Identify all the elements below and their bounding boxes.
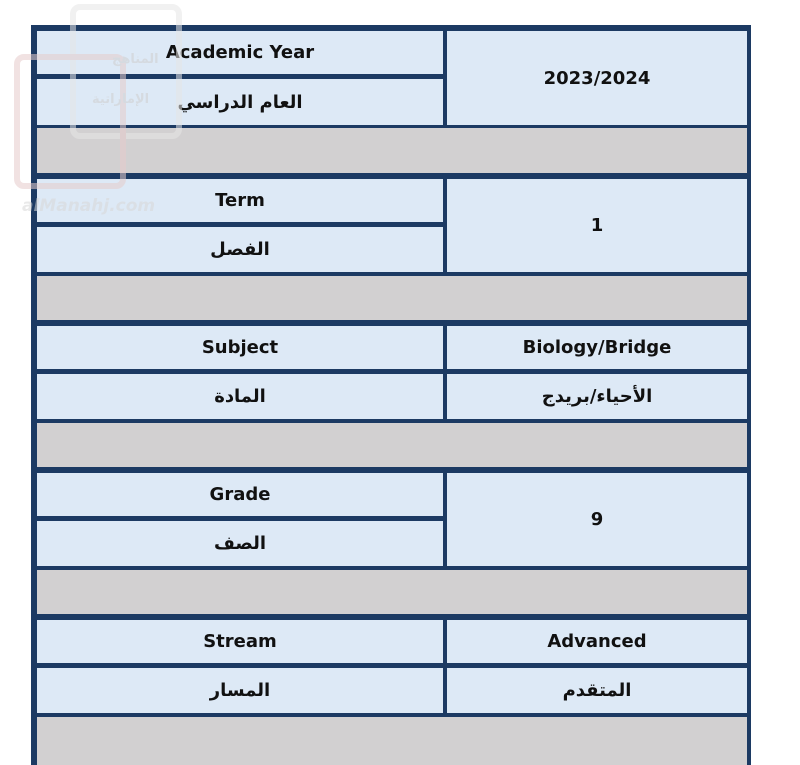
subject-value-en: Biology/Bridge — [447, 326, 747, 369]
stream-label-en: Stream — [37, 620, 443, 663]
separator-row — [37, 276, 747, 320]
separator-row — [37, 128, 747, 173]
separator-row — [37, 570, 747, 614]
watermark-text: alManahj.com — [22, 196, 156, 216]
grade-label-en: Grade — [37, 473, 443, 516]
academic-year-label-ar: العام الدراسي — [37, 79, 443, 125]
academic-year-label-en: Academic Year — [37, 31, 443, 74]
subject-value-ar: الأحياء/بريدج — [447, 374, 747, 419]
stream-value-ar: المتقدم — [447, 668, 747, 713]
separator-row — [37, 717, 747, 765]
separator-row — [37, 423, 747, 467]
grade-value: 9 — [447, 473, 747, 566]
stream-value-en: Advanced — [447, 620, 747, 663]
watermark-text: الإماراتية — [92, 92, 150, 107]
term-value: 1 — [447, 179, 747, 272]
term-label-ar: الفصل — [37, 227, 443, 272]
subject-label-en: Subject — [37, 326, 443, 369]
grade-label-ar: الصف — [37, 521, 443, 566]
subject-label-ar: المادة — [37, 374, 443, 419]
academic-year-value: 2023/2024 — [447, 31, 747, 125]
info-table — [31, 25, 751, 765]
term-label-en: Term — [37, 179, 443, 222]
stream-label-ar: المسار — [37, 668, 443, 713]
watermark-text: المناهج — [112, 52, 159, 67]
